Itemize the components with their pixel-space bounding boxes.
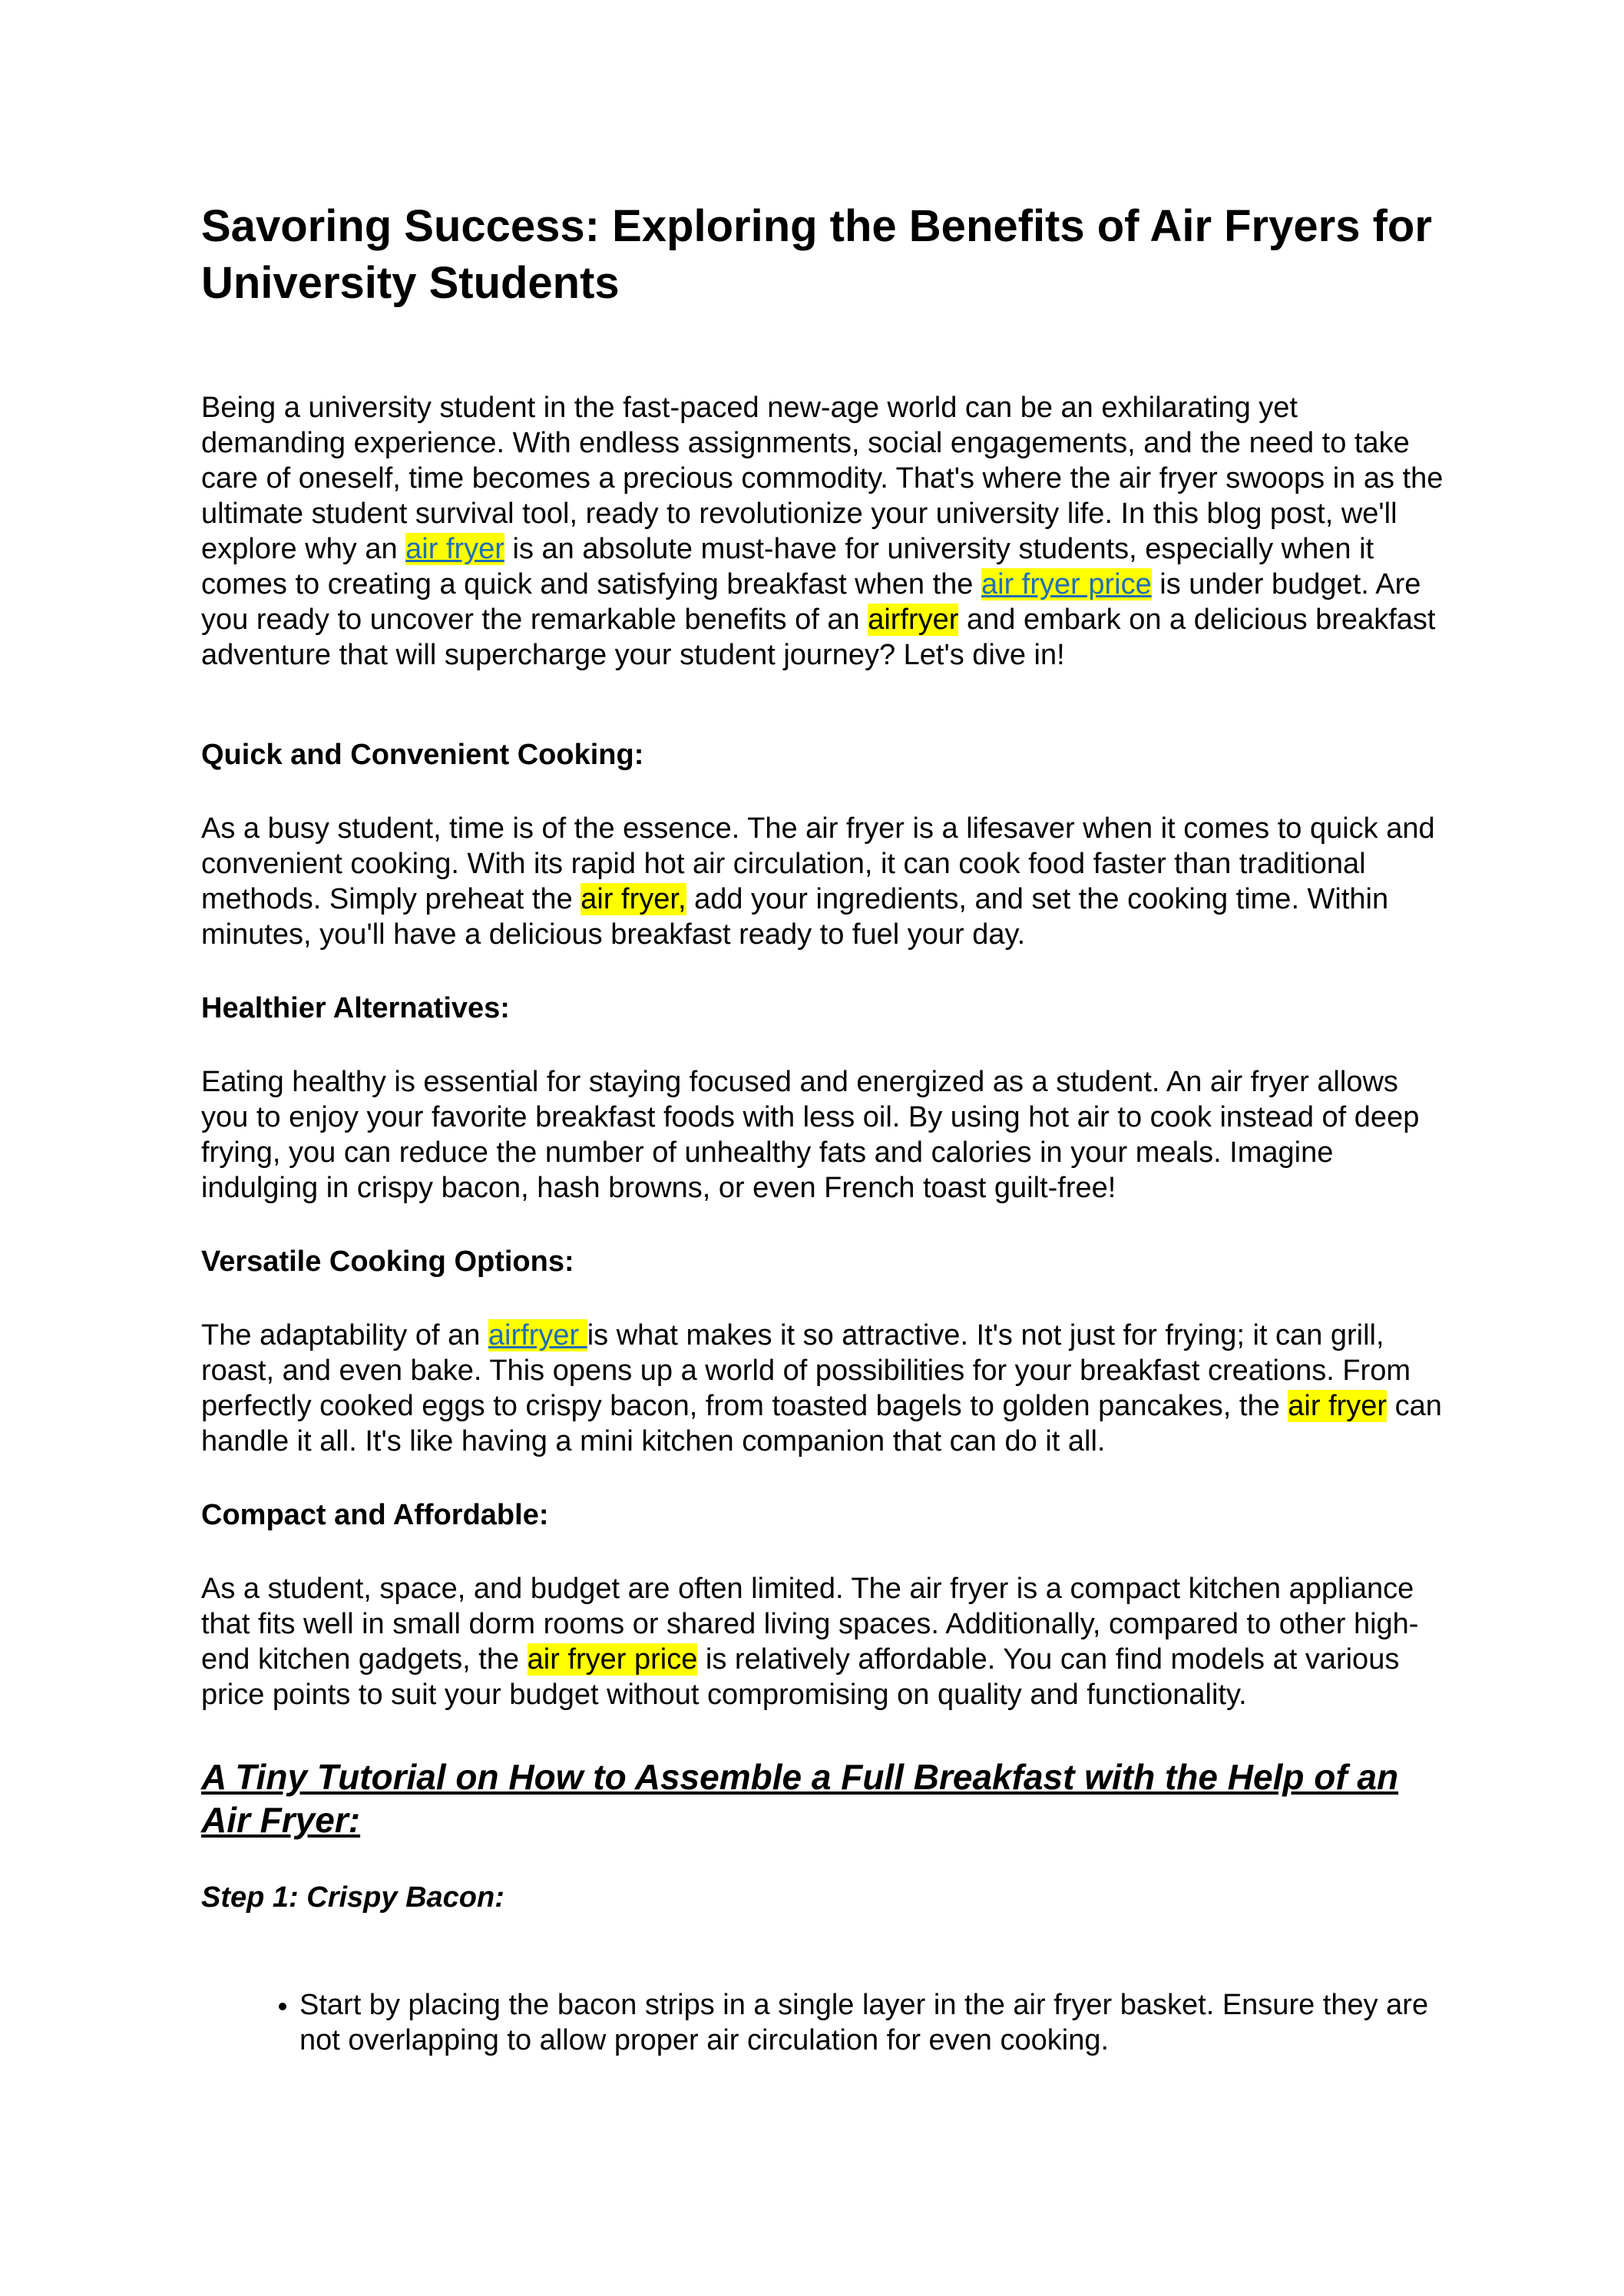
quick-text-2: add your ingredients, and set the cooking time. Within minutes, you'll have a delicious breakfast ready to fuel your day.	[201, 883, 1389, 951]
quick-text-1: As a busy student, time is of the essence. The air fryer is a lifesaver when it comes to quick and convenient cooking. With its rapid hot air circulation, it can cook food faster than traditional methods. Simply preheat the	[201, 812, 1435, 915]
tutorial-heading: A Tiny Tutorial on How to Assemble a Full Breakfast with the Help of an Air Fryer:	[201, 1757, 1399, 1840]
air-fryer-price-link[interactable]: air fryer price	[981, 568, 1152, 600]
document-page	[201, 198, 1445, 2058]
section-heading-versatile: Versatile Cooking Options:	[201, 1246, 574, 1278]
section-heading-quick: Quick and Convenient Cooking:	[201, 739, 644, 771]
air-fryer-highlight: air fryer,	[580, 883, 686, 915]
step-1-bullet-list	[201, 1987, 1445, 2058]
section-heading-compact: Compact and Affordable:	[201, 1499, 549, 1531]
section-paragraph-compact	[201, 1571, 1445, 1712]
intro-text-3: is under budget. Are you ready to uncover the remarkable benefits of an	[201, 568, 1421, 636]
intro-text-4: and embark on a delicious breakfast adventure that will supercharge your student journey? Let's dive in!	[201, 604, 1436, 671]
compact-text-1: As a student, space, and budget are often limited. The air fryer is a compact kitchen appliance that fits well in small dorm rooms or shared living spaces. Additionally, compared to other high-end kitchen gadgets, the	[201, 1573, 1419, 1676]
airfryer-link[interactable]: airfryer	[488, 1319, 587, 1351]
page-title: Savoring Success: Exploring the Benefits of Air Fryers for University Students	[201, 201, 1432, 308]
section-paragraph-quick	[201, 811, 1445, 952]
airfryer-highlight: airfryer	[868, 604, 959, 636]
air-fryer-price-highlight: air fryer price	[527, 1643, 698, 1676]
section-paragraph-versatile	[201, 1318, 1445, 1459]
air-fryer-link[interactable]: air fryer	[405, 533, 504, 565]
versatile-text-1: The adaptability of an	[201, 1319, 488, 1351]
intro-paragraph	[201, 390, 1445, 673]
air-fryer-highlight: air fryer	[1288, 1390, 1388, 1422]
step-1-heading: Step 1: Crispy Bacon:	[201, 1881, 504, 1914]
versatile-text-2: is what makes it so attractive. It's not just for frying; it can grill, roast, and even bake. This opens up a world of possibilities for your breakfast creations. From perfectly cooked eggs to crispy bacon, from toasted bagels to golden pancakes, the	[201, 1319, 1411, 1422]
section-heading-healthier: Healthier Alternatives:	[201, 992, 510, 1024]
intro-text-2: is an absolute must-have for university students, especially when it comes to creating a quick and satisfying breakfast when the	[201, 533, 1374, 600]
section-paragraph-healthier: Eating healthy is essential for staying focused and energized as a student. An air fryer allows you to enjoy your favorite breakfast foods with less oil. By using hot air to cook instead of deep frying, you can reduce the number of unhealthy fats and calories in your meals. Imagine indulging in crispy bacon, hash browns, or even French toast guilt-free!	[201, 1066, 1420, 1204]
intro-text-1: Being a university student in the fast-paced new-age world can be an exhilarating yet demanding experience. With endless assignments, social engagements, and the need to take care of oneself, time becomes a precious commodity. That's where the air fryer swoops in as the ultimate student survival tool, ready to revolutionize your university life. In this blog post, we'll explore why an	[201, 392, 1444, 565]
versatile-text-3: can handle it all. It's like having a mini kitchen companion that can do it all.	[201, 1390, 1442, 1457]
compact-text-2: is relatively affordable. You can find models at various price points to suit your budget without compromising on quality and functionality.	[201, 1643, 1400, 1711]
list-item: • Start by placing the bacon strips in a single layer in the air fryer basket. Ensure they are not overlapping to allow proper air circulation for even cooking.	[299, 1987, 1445, 2058]
